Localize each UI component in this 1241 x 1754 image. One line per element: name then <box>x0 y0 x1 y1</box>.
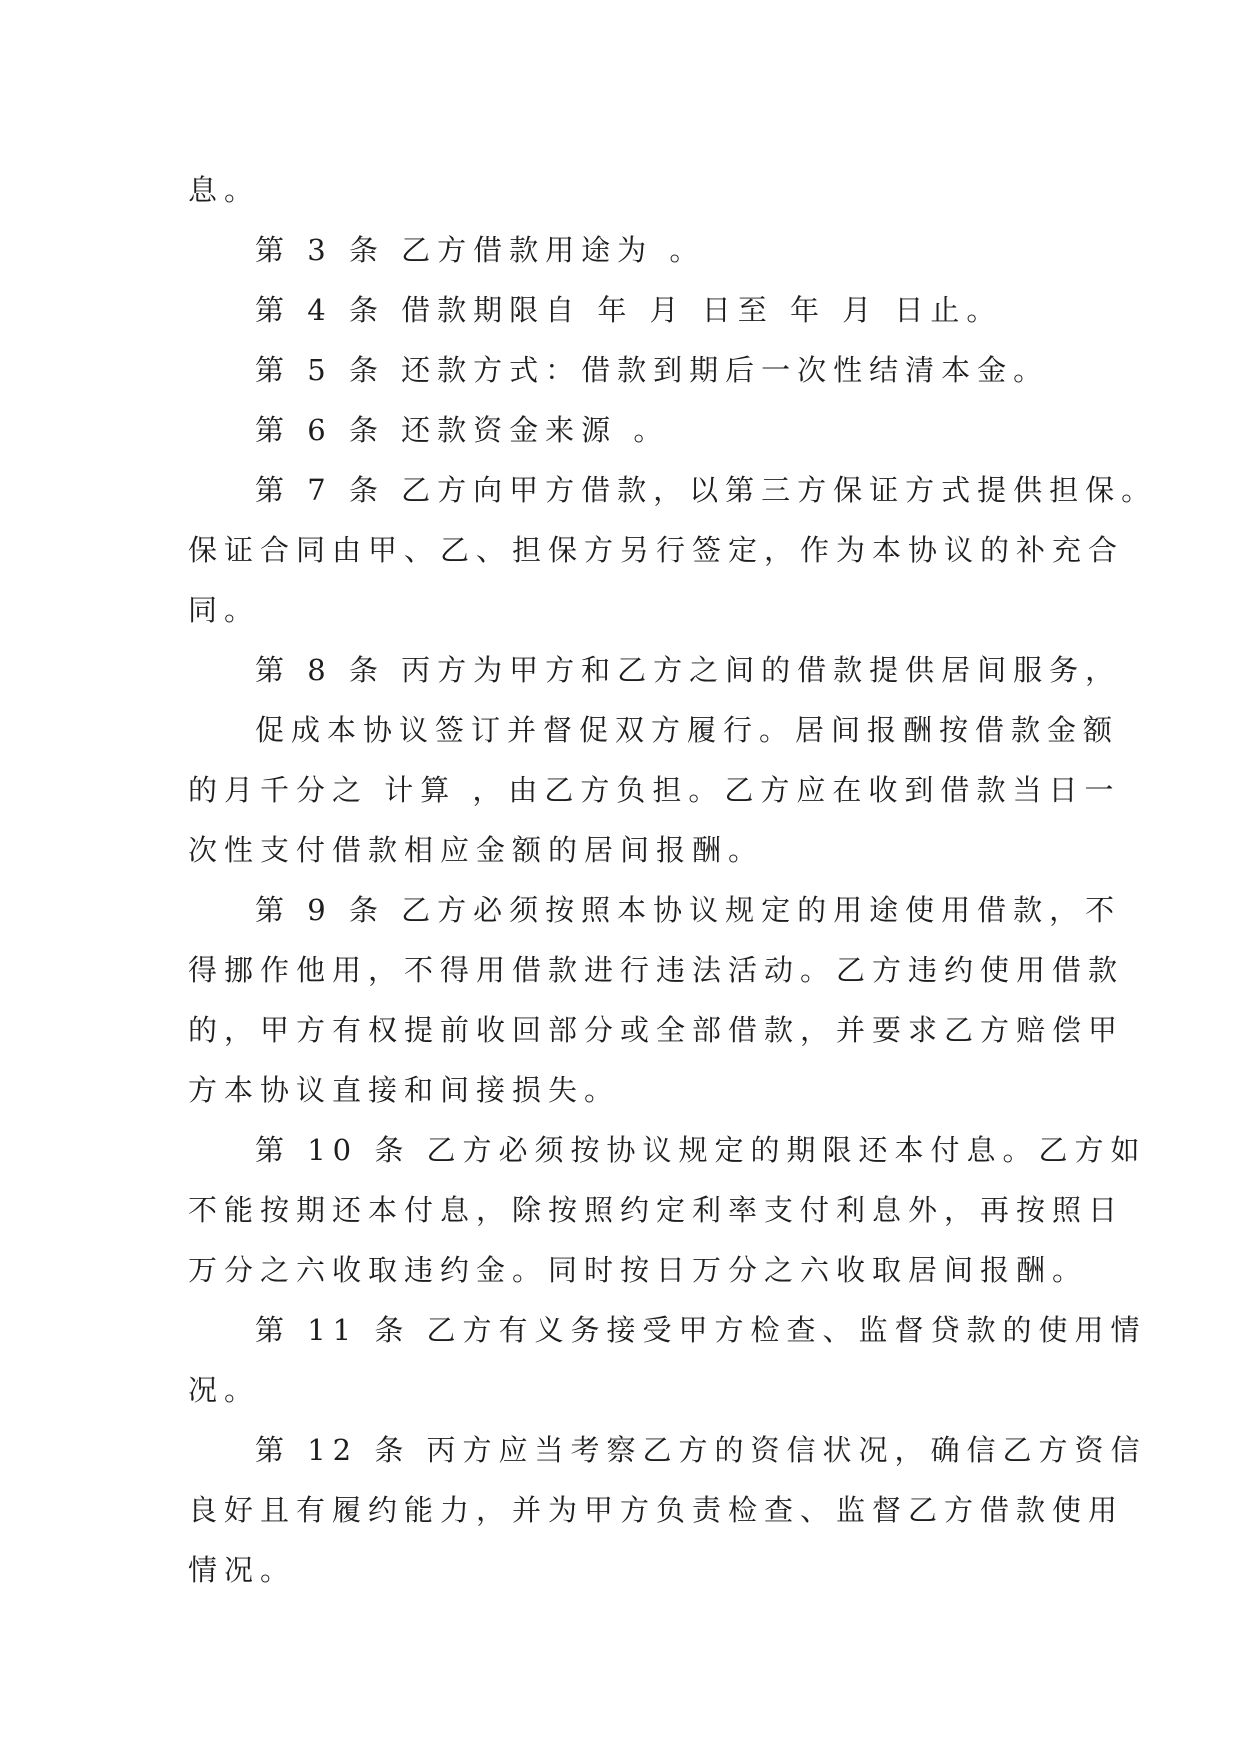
clause-12: 第 12 条 丙方应当考察乙方的资信状况，确信乙方资信 <box>255 1433 1147 1467</box>
text-line: 良好且有履约能力，并为甲方负责检查、监督乙方借款使用 <box>188 1493 1125 1527</box>
text-line: 同。 <box>188 593 261 627</box>
clause-5: 第 5 条 还款方式：借款到期后一次性结清本金。 <box>255 353 1050 387</box>
text-line: 不能按期还本付息，除按照约定利率支付利息外，再按照日 <box>188 1193 1125 1227</box>
clause-4: 第 4 条 借款期限自 年 月 日至 年 月 日止。 <box>255 293 1003 327</box>
text-line: 的月千分之 计算 ，由乙方负担。乙方应在收到借款当日一 <box>188 773 1121 807</box>
clause-8: 第 8 条 丙方为甲方和乙方之间的借款提供居间服务， <box>255 653 1122 687</box>
text-line: 得挪作他用，不得用借款进行违法活动。乙方违约使用借款 <box>188 953 1125 987</box>
document-body <box>188 160 1158 1600</box>
text-line: 保证合同由甲、乙、担保方另行签定，作为本协议的补充合 <box>188 533 1125 567</box>
text-line: 息。 <box>188 173 261 207</box>
text-line: 况。 <box>188 1373 261 1407</box>
clause-7: 第 7 条 乙方向甲方借款，以第三方保证方式提供担保。 <box>255 473 1158 507</box>
clause-3: 第 3 条 乙方借款用途为 。 <box>255 233 706 267</box>
text-line: 的，甲方有权提前收回部分或全部借款，并要求乙方赔偿甲 <box>188 1013 1125 1047</box>
text-line: 次性支付借款相应金额的居间报酬。 <box>188 833 765 867</box>
clause-10: 第 10 条 乙方必须按协议规定的期限还本付息。乙方如 <box>255 1133 1147 1167</box>
text-line: 促成本协议签订并督促双方履行。居间报酬按借款金额 <box>255 713 1120 747</box>
clause-6: 第 6 条 还款资金来源 。 <box>255 413 670 447</box>
text-line: 方本协议直接和间接损失。 <box>188 1073 621 1107</box>
text-line: 万分之六收取违约金。同时按日万分之六收取居间报酬。 <box>188 1253 1089 1287</box>
text-line: 情况。 <box>188 1553 297 1587</box>
clause-9: 第 9 条 乙方必须按照本协议规定的用途使用借款，不 <box>255 893 1122 927</box>
clause-11: 第 11 条 乙方有义务接受甲方检查、监督贷款的使用情 <box>255 1313 1147 1347</box>
